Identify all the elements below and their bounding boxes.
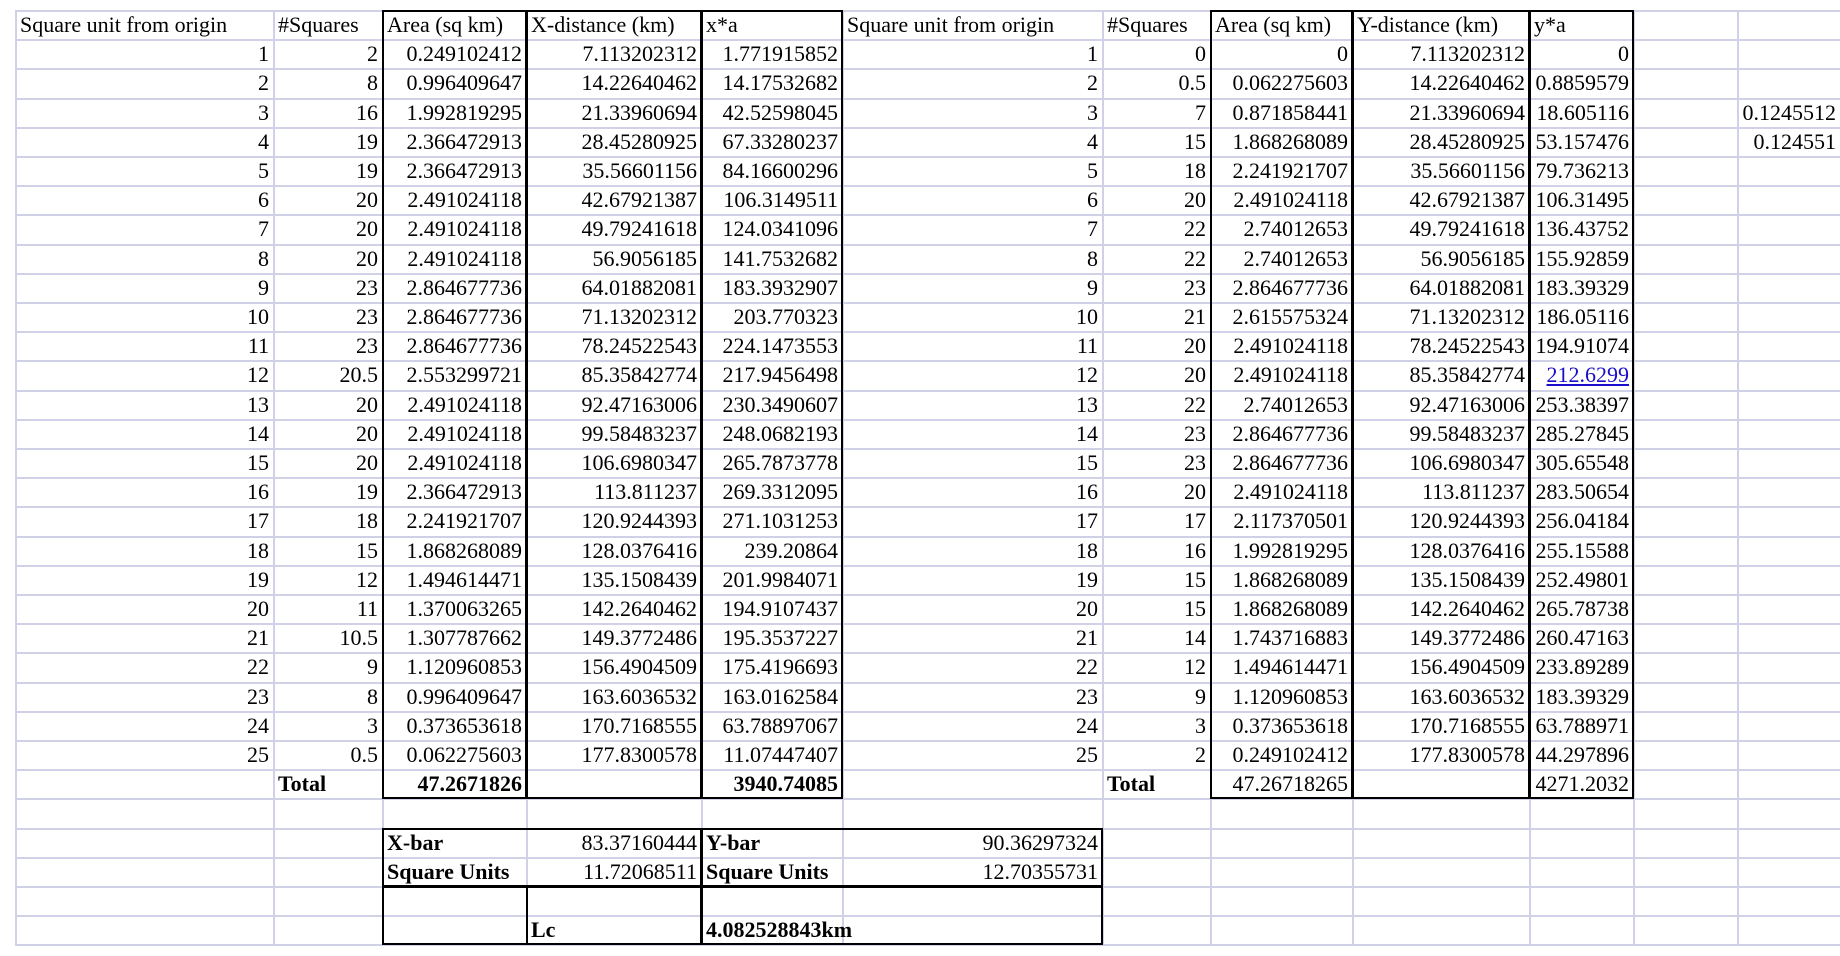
- table-cell: 170.7168555: [1409, 713, 1525, 738]
- header-cell: #Squares: [1107, 12, 1188, 37]
- table-cell: 19: [356, 479, 378, 504]
- table-cell: 13: [247, 392, 269, 417]
- table-cell: 10: [247, 304, 269, 329]
- table-cell: 23: [1184, 275, 1206, 300]
- table-cell: 217.9456498: [722, 362, 838, 387]
- table-cell: 2.74012653: [1243, 392, 1348, 417]
- table-cell: 8: [367, 684, 378, 709]
- table-cell: 128.0376416: [581, 538, 697, 563]
- table-cell: 21: [247, 625, 269, 650]
- table-cell: 2.491024118: [407, 421, 522, 446]
- table-cell: 4: [1087, 129, 1098, 154]
- table-cell: 0: [1195, 41, 1206, 66]
- table-cell: 2.864677736: [1232, 275, 1348, 300]
- table-cell: 285.27845: [1535, 421, 1629, 446]
- table-cell: 78.24522543: [1409, 333, 1525, 358]
- table-cell: 149.3772486: [581, 625, 697, 650]
- table-cell: 0.5: [1178, 70, 1206, 95]
- header-cell: Square unit from origin: [847, 12, 1055, 37]
- table-cell: 22: [247, 654, 269, 679]
- table-cell: 183.39329: [1535, 275, 1629, 300]
- table-cell: 252.49801: [1535, 567, 1629, 592]
- table-cell: 18: [247, 538, 269, 563]
- table-cell: 25: [247, 742, 269, 767]
- table-cell: 20.5: [339, 362, 378, 387]
- border-lc-value: [701, 886, 1103, 945]
- y-square-units-value: 12.70355731: [982, 859, 1098, 884]
- table-cell: 265.7873778: [722, 450, 838, 475]
- x-square-units-label: Square Units: [387, 859, 510, 884]
- table-cell: 79.736213: [1535, 158, 1629, 183]
- border-summary-x: [382, 828, 702, 887]
- table-cell: 28.45280925: [1409, 129, 1525, 154]
- table-cell: 24: [1076, 713, 1098, 738]
- table-cell: 1.307787662: [406, 625, 522, 650]
- table-cell: 15: [1184, 596, 1206, 621]
- table-cell: 2.366472913: [406, 129, 522, 154]
- table-cell: 20: [1184, 362, 1206, 387]
- table-cell: 2.615575324: [1232, 304, 1348, 329]
- table-cell: 23: [247, 684, 269, 709]
- table-cell: 20: [1184, 333, 1206, 358]
- table-cell: 0.373653618: [406, 713, 522, 738]
- table-cell: 22: [1076, 654, 1098, 679]
- table-cell: 224.1473553: [722, 333, 838, 358]
- table-cell: 1.494614471: [406, 567, 522, 592]
- table-cell: 201.9984071: [722, 567, 838, 592]
- table-cell: 7.113202312: [1410, 41, 1525, 66]
- table-cell: 0.249102412: [1232, 742, 1348, 767]
- table-cell: 92.47163006: [1409, 392, 1525, 417]
- border-right-area: [1210, 10, 1353, 799]
- table-cell: 106.6980347: [581, 450, 697, 475]
- table-cell: 18.605116: [1536, 100, 1629, 125]
- table-cell: 175.4196693: [722, 654, 838, 679]
- table-cell: 177.8300578: [581, 742, 697, 767]
- table-cell: 1.743716883: [1232, 625, 1348, 650]
- table-cell: 260.47163: [1535, 625, 1629, 650]
- table-cell: 1.992819295: [1232, 538, 1348, 563]
- table-cell: 255.15588: [1535, 538, 1629, 563]
- table-cell: 20: [356, 216, 378, 241]
- table-cell: 124.0341096: [722, 216, 838, 241]
- table-cell: 106.3149511: [723, 187, 838, 212]
- table-cell: 10: [1076, 304, 1098, 329]
- table-cell: 1.868268089: [1232, 567, 1348, 592]
- table-cell: 7: [1087, 216, 1098, 241]
- table-cell: 155.92859: [1535, 246, 1629, 271]
- table-cell: 23: [1076, 684, 1098, 709]
- table-cell: 106.6980347: [1409, 450, 1525, 475]
- table-cell: 10.5: [339, 625, 378, 650]
- table-cell: 15: [1076, 450, 1098, 475]
- header-cell: Square unit from origin: [20, 12, 228, 37]
- table-cell: 14: [247, 421, 269, 446]
- table-cell: 84.16600296: [722, 158, 838, 183]
- table-cell: 177.8300578: [1409, 742, 1525, 767]
- border-right-ydist: [1352, 10, 1530, 799]
- table-cell: 183.39329: [1535, 684, 1629, 709]
- header-cell: Area (sq km): [387, 12, 504, 37]
- table-cell: 113.811237: [594, 479, 697, 504]
- table-cell: 1.120960853: [1232, 684, 1348, 709]
- table-cell: 8: [367, 70, 378, 95]
- table-cell: 18: [1184, 158, 1206, 183]
- border-lc-cell: [526, 886, 702, 945]
- table-cell: 269.3312095: [722, 479, 838, 504]
- table-cell: 21: [1076, 625, 1098, 650]
- table-cell: 265.78738: [1535, 596, 1629, 621]
- table-cell: 230.3490607: [722, 392, 838, 417]
- table-cell: 0.8859579: [1535, 70, 1629, 95]
- table-cell: 5: [258, 158, 269, 183]
- table-cell: 22: [1184, 246, 1206, 271]
- table-cell: 256.04184: [1535, 508, 1629, 533]
- table-cell: 9: [258, 275, 269, 300]
- table-cell: 170.7168555: [581, 713, 697, 738]
- table-cell: 136.43752: [1535, 216, 1629, 241]
- table-cell: 78.24522543: [581, 333, 697, 358]
- table-cell: 135.1508439: [1409, 567, 1525, 592]
- table-cell: 163.0162584: [722, 684, 838, 709]
- table-cell: 18: [1076, 538, 1098, 563]
- table-cell: 25: [1076, 742, 1098, 767]
- table-cell: 3: [1195, 713, 1206, 738]
- table-cell: 2.74012653: [1243, 216, 1348, 241]
- table-cell: 9: [1087, 275, 1098, 300]
- table-cell: 3: [258, 100, 269, 125]
- table-cell: 71.13202312: [1409, 304, 1525, 329]
- table-cell: 2.241921707: [406, 508, 522, 533]
- total-area: 47.26718265: [1232, 771, 1348, 796]
- table-cell: 20: [1076, 596, 1098, 621]
- table-cell: 23: [356, 304, 378, 329]
- table-cell: 9: [1195, 684, 1206, 709]
- header-cell: Area (sq km): [1215, 12, 1332, 37]
- table-cell: 0.996409647: [406, 684, 522, 709]
- border-left-xdist: [526, 10, 702, 799]
- table-cell: 56.9056185: [1420, 246, 1525, 271]
- table-cell: 2: [258, 70, 269, 95]
- table-cell: 18: [356, 508, 378, 533]
- hyperlink-cell[interactable]: 212.6299: [1546, 362, 1629, 387]
- table-cell: 4: [258, 129, 269, 154]
- table-cell: 9: [367, 654, 378, 679]
- table-cell: 92.47163006: [581, 392, 697, 417]
- table-cell: 203.770323: [733, 304, 838, 329]
- table-cell: 99.58483237: [581, 421, 697, 446]
- table-cell: 20: [1184, 479, 1206, 504]
- table-cell: 20: [1184, 187, 1206, 212]
- table-cell: 2.117370501: [1233, 508, 1348, 533]
- border-right-ya: [1529, 10, 1634, 799]
- table-cell: 163.6036532: [581, 684, 697, 709]
- table-cell: 20: [356, 187, 378, 212]
- table-cell: 2.491024118: [407, 216, 522, 241]
- side-value: 0.1245512: [1742, 100, 1836, 125]
- table-cell: 2.864677736: [1232, 421, 1348, 446]
- table-cell: 21.33960694: [581, 100, 697, 125]
- table-cell: 42.67921387: [581, 187, 697, 212]
- table-cell: 120.9244393: [1409, 508, 1525, 533]
- table-cell: 5: [1087, 158, 1098, 183]
- table-cell: 42.67921387: [1409, 187, 1525, 212]
- table-cell: 1.868268089: [406, 538, 522, 563]
- x-square-units-value: 11.72068511: [583, 859, 697, 884]
- table-cell: 19: [356, 129, 378, 154]
- table-cell: 63.78897067: [722, 713, 838, 738]
- table-cell: 15: [1184, 567, 1206, 592]
- table-cell: 283.50654: [1535, 479, 1629, 504]
- table-cell: 2.491024118: [407, 187, 522, 212]
- table-cell: 195.3537227: [722, 625, 838, 650]
- table-cell: 56.9056185: [592, 246, 697, 271]
- total-label: Total: [1107, 771, 1156, 796]
- table-cell: 23: [356, 333, 378, 358]
- table-cell: 163.6036532: [1409, 684, 1525, 709]
- table-cell: 64.01882081: [581, 275, 697, 300]
- border-left-area: [382, 10, 527, 799]
- table-cell: 35.56601156: [582, 158, 697, 183]
- header-cell: #Squares: [278, 12, 359, 37]
- table-cell: 7: [258, 216, 269, 241]
- table-cell: 156.4904509: [581, 654, 697, 679]
- xbar-label: X-bar: [387, 830, 444, 855]
- table-cell: 12: [356, 567, 378, 592]
- table-cell: 12: [1184, 654, 1206, 679]
- table-cell: 20: [356, 421, 378, 446]
- border-left-xa: [701, 10, 843, 799]
- table-cell: 12: [1076, 362, 1098, 387]
- table-cell: 23: [1184, 450, 1206, 475]
- table-cell: 20: [356, 246, 378, 271]
- xbar-value: 83.37160444: [581, 830, 697, 855]
- table-cell: 1.992819295: [406, 100, 522, 125]
- table-cell: 156.4904509: [1409, 654, 1525, 679]
- lc-label: Lc: [531, 917, 556, 942]
- table-cell: 19: [1076, 567, 1098, 592]
- table-cell: 0.249102412: [406, 41, 522, 66]
- table-cell: 42.52598045: [722, 100, 838, 125]
- table-cell: 17: [247, 508, 269, 533]
- table-cell: 15: [356, 538, 378, 563]
- table-cell: 113.811237: [1422, 479, 1525, 504]
- header-cell: x*a: [706, 12, 738, 37]
- table-cell: 233.89289: [1535, 654, 1629, 679]
- table-cell: 85.35842774: [581, 362, 697, 387]
- table-cell: 23: [1184, 421, 1206, 446]
- table-cell: 3: [1087, 100, 1098, 125]
- table-cell: 14.17532682: [722, 70, 838, 95]
- table-cell: 1.771915852: [722, 41, 838, 66]
- table-cell: 49.79241618: [581, 216, 697, 241]
- table-cell: 142.2640462: [581, 596, 697, 621]
- table-cell: 23: [356, 275, 378, 300]
- table-cell: 106.31495: [1535, 187, 1629, 212]
- lc-value: 4.082528843km: [706, 917, 853, 942]
- table-cell: 2: [1087, 70, 1098, 95]
- table-cell: 15: [1184, 129, 1206, 154]
- table-cell: 239.20864: [744, 538, 838, 563]
- table-cell: 24: [247, 713, 269, 738]
- table-cell: 6: [258, 187, 269, 212]
- table-cell: 99.58483237: [1409, 421, 1525, 446]
- table-cell: 8: [258, 246, 269, 271]
- table-cell: 8: [1087, 246, 1098, 271]
- table-cell: 20: [356, 450, 378, 475]
- table-cell: 2.864677736: [1232, 450, 1348, 475]
- table-cell: 2.491024118: [407, 450, 522, 475]
- table-cell: 2: [367, 41, 378, 66]
- table-cell: 53.157476: [1535, 129, 1629, 154]
- header-cell: Y-distance (km): [1357, 12, 1499, 37]
- table-cell: 2.491024118: [407, 246, 522, 271]
- table-cell: 16: [356, 100, 378, 125]
- table-cell: 6: [1087, 187, 1098, 212]
- table-cell: 1.868268089: [1232, 129, 1348, 154]
- table-cell: 15: [247, 450, 269, 475]
- table-cell: 271.1031253: [722, 508, 838, 533]
- table-cell: 28.45280925: [581, 129, 697, 154]
- table-cell: 11: [247, 333, 269, 358]
- table-cell: 141.7532682: [722, 246, 838, 271]
- table-cell: 0.373653618: [1232, 713, 1348, 738]
- table-cell: 22: [1184, 392, 1206, 417]
- total-xa: 3940.74085: [733, 771, 838, 796]
- table-cell: 67.33280237: [722, 129, 838, 154]
- table-cell: 17: [1076, 508, 1098, 533]
- total-label: Total: [278, 771, 327, 796]
- table-cell: 14: [1076, 421, 1098, 446]
- table-cell: 1.120960853: [406, 654, 522, 679]
- y-square-units-label: Square Units: [706, 859, 829, 884]
- table-cell: 1: [1087, 41, 1098, 66]
- table-cell: 13: [1076, 392, 1098, 417]
- table-cell: 2.553299721: [406, 362, 522, 387]
- table-cell: 1: [258, 41, 269, 66]
- table-cell: 64.01882081: [1409, 275, 1525, 300]
- table-cell: 44.297896: [1535, 742, 1629, 767]
- table-cell: 2.241921707: [1232, 158, 1348, 183]
- table-cell: 19: [247, 567, 269, 592]
- table-cell: 2.491024118: [1233, 479, 1348, 504]
- table-cell: 120.9244393: [581, 508, 697, 533]
- table-cell: 19: [356, 158, 378, 183]
- ybar-value: 90.36297324: [982, 830, 1098, 855]
- table-cell: 11: [1076, 333, 1098, 358]
- table-cell: 71.13202312: [581, 304, 697, 329]
- table-cell: 35.56601156: [1410, 158, 1525, 183]
- table-cell: 17: [1184, 508, 1206, 533]
- table-cell: 16: [1184, 538, 1206, 563]
- table-cell: 14: [1184, 625, 1206, 650]
- table-cell: 142.2640462: [1409, 596, 1525, 621]
- total-area: 47.2671826: [417, 771, 522, 796]
- header-cell: y*a: [1534, 12, 1566, 37]
- table-cell: 2: [1195, 742, 1206, 767]
- ybar-label: Y-bar: [706, 830, 761, 855]
- table-cell: 12: [247, 362, 269, 387]
- header-cell: X-distance (km): [531, 12, 675, 37]
- table-cell: 49.79241618: [1409, 216, 1525, 241]
- table-cell: 186.05116: [1536, 304, 1629, 329]
- table-cell: 11.07447407: [723, 742, 838, 767]
- table-cell: 85.35842774: [1409, 362, 1525, 387]
- table-cell: 7: [1195, 100, 1206, 125]
- table-cell: 0.062275603: [1232, 70, 1348, 95]
- table-cell: 0: [1618, 41, 1629, 66]
- table-cell: 16: [1076, 479, 1098, 504]
- table-cell: 22: [1184, 216, 1206, 241]
- table-cell: 2.491024118: [1233, 333, 1348, 358]
- table-cell: 183.3932907: [722, 275, 838, 300]
- table-cell: 194.91074: [1535, 333, 1629, 358]
- border-summary-y: [701, 828, 1103, 887]
- table-cell: 0.996409647: [406, 70, 522, 95]
- table-cell: 16: [247, 479, 269, 504]
- table-cell: 20: [356, 392, 378, 417]
- table-cell: 135.1508439: [581, 567, 697, 592]
- table-cell: 2.864677736: [406, 275, 522, 300]
- table-cell: 2.491024118: [1233, 362, 1348, 387]
- table-cell: 11: [356, 596, 378, 621]
- table-cell: 14.22640462: [1409, 70, 1525, 95]
- table-cell: 2.74012653: [1243, 246, 1348, 271]
- total-ya: 4271.2032: [1535, 771, 1629, 796]
- table-cell: 248.0682193: [722, 421, 838, 446]
- table-cell: 149.3772486: [1409, 625, 1525, 650]
- table-cell: 0: [1337, 41, 1348, 66]
- table-cell: 2.491024118: [1233, 187, 1348, 212]
- table-cell: 0.062275603: [406, 742, 522, 767]
- table-cell: 194.9107437: [722, 596, 838, 621]
- table-cell: 0.5: [350, 742, 378, 767]
- table-cell: 1.868268089: [1232, 596, 1348, 621]
- table-cell: 1.494614471: [1232, 654, 1348, 679]
- table-cell: 20: [247, 596, 269, 621]
- table-cell: 2.864677736: [406, 304, 522, 329]
- table-cell: 21: [1184, 304, 1206, 329]
- table-cell: 253.38397: [1535, 392, 1629, 417]
- table-cell: 128.0376416: [1409, 538, 1525, 563]
- table-cell: 2.864677736: [406, 333, 522, 358]
- table-cell: 0.871858441: [1232, 100, 1348, 125]
- table-cell: 1.370063265: [406, 596, 522, 621]
- table-cell: 3: [367, 713, 378, 738]
- table-cell: 21.33960694: [1409, 100, 1525, 125]
- table-cell: 305.65548: [1535, 450, 1629, 475]
- table-cell: 63.788971: [1535, 713, 1629, 738]
- table-cell: 2.491024118: [407, 392, 522, 417]
- table-cell: 7.113202312: [582, 41, 697, 66]
- table-cell: 2.366472913: [406, 158, 522, 183]
- side-value: 0.124551: [1753, 129, 1836, 154]
- table-cell: 14.22640462: [581, 70, 697, 95]
- table-cell: 2.366472913: [406, 479, 522, 504]
